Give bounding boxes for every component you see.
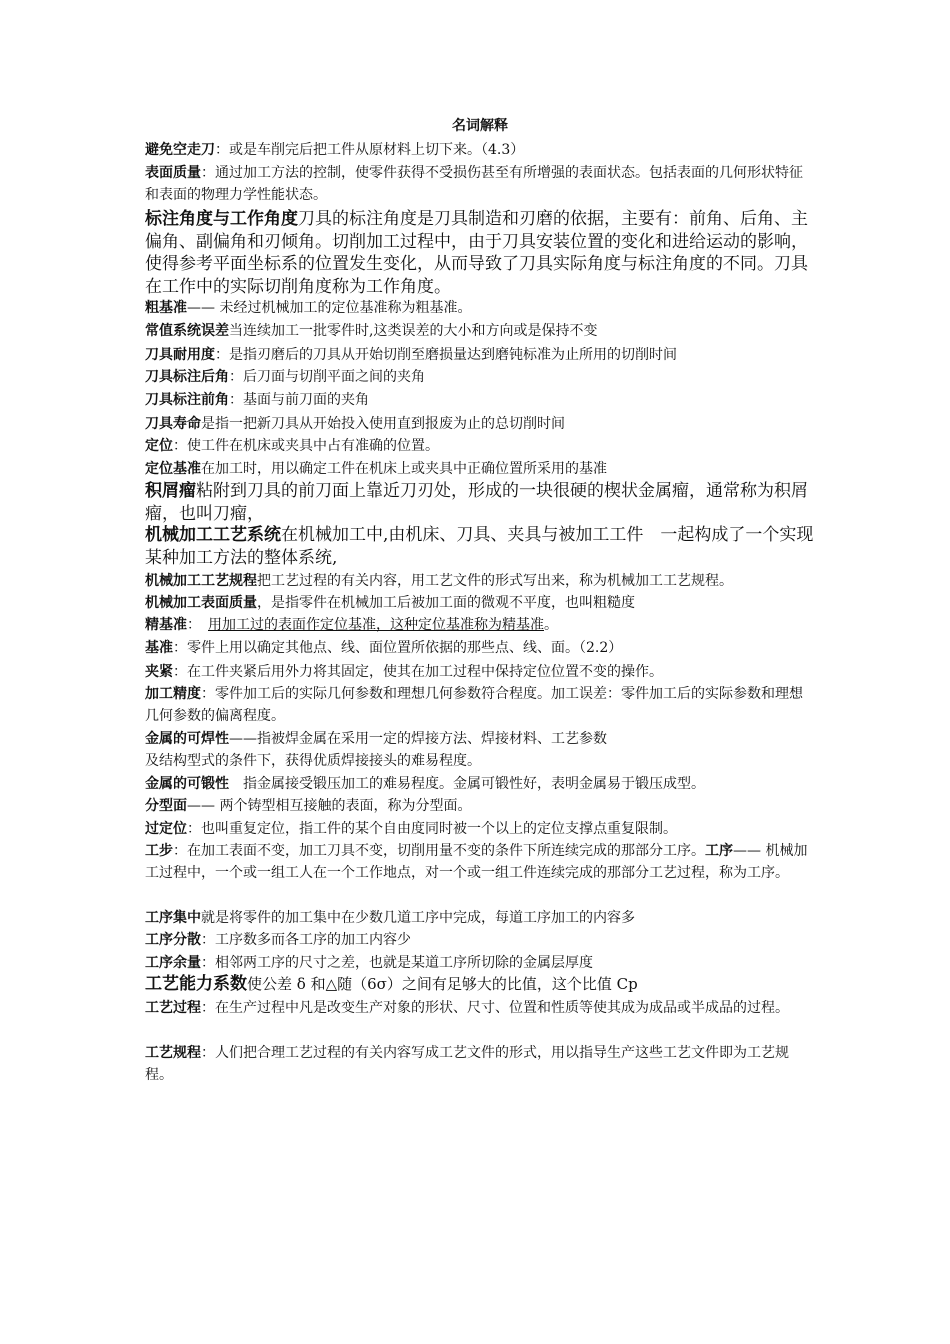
entry-weldability (145, 728, 815, 750)
page-title: 名词解释 (452, 118, 508, 134)
entry-positioning (145, 435, 815, 457)
term: 机械加工工艺系统 (145, 525, 281, 545)
definition: 就是将零件的加工集中在少数几道工序中完成，每道工序加工的内容多 (201, 910, 635, 926)
entry-process-dispersion (145, 929, 815, 951)
entry-datum (145, 637, 815, 659)
definition-prefix: ： (187, 617, 208, 633)
term: 刀具标注后角 (145, 369, 229, 385)
entry-rough-datum (145, 297, 815, 319)
definition: 在机械加工中,由机床、刀具、夹具与被加工工件 一起构成了一个实现某种加工方法的整体系统, (145, 525, 814, 568)
definition: —— 两个铸型相互接触的表面，称为分型面。 (187, 798, 472, 814)
term: 工艺过程 (145, 1000, 201, 1016)
term: 工序余量 (145, 955, 201, 971)
definition: 把工艺过程的有关内容，用工艺文件的形式写出来，称为机械加工工艺规程。 (257, 573, 733, 589)
term: 避免空走刀 (145, 142, 215, 158)
definition: ：在生产过程中凡是改变生产对象的形状、尺寸、位置和性质等使其成为成品或半成品的过程。 (201, 1000, 789, 1016)
term: 工艺规程 (145, 1045, 201, 1061)
term: 夹紧 (145, 664, 173, 680)
entry-machining-accuracy (145, 683, 815, 727)
definition: ：或是车削完后把工件从原材料上切下来。（4.3） (215, 142, 525, 158)
definition: ：是指刃磨后的刀具从开始切削至磨损量达到磨钝标准为止所用的切削时间 (215, 347, 677, 363)
definition-secondary: —— 机械加工过程中，一个或一组工人在一个工作地点，对一个或一组工件连续完成的那部分工艺过程，称为工序。 (145, 843, 808, 881)
entry-process-spec (145, 1042, 815, 1086)
entry-tool-angles (145, 208, 815, 298)
definition: ：零件上用以确定其他点、线、面位置所依据的那些点、线、面。（2.2） (173, 640, 623, 656)
definition: 刀具的标注角度是刀具制造和刃磨的依据，主要有：前角、后角、主偏角、副偏角和刃倾角。切削加工过程中，由于刀具安装位置的变化和进给运动的影响，使得参考平面坐标系的位置发生变化，从而导致了刀具实际角度与标注角度的不同。刀具在工作中的实际切削角度称为工作角度。 (145, 209, 808, 297)
term: 粗基准 (145, 300, 187, 316)
definition: ：工序数多而各工序的加工内容少 (201, 932, 411, 948)
entry-work-step-and-process (145, 840, 815, 884)
definition: ：使工件在机床或夹具中占有准确的位置。 (173, 438, 439, 454)
term: 常值系统误差 (145, 323, 229, 339)
term: 定位基准 (145, 461, 201, 477)
term: 机械加工工艺规程 (145, 573, 257, 589)
entry-built-up-edge (145, 480, 815, 525)
definition: 指金属接受锻压加工的难易程度。金属可锻性好，表明金属易于锻压成型。 (229, 776, 705, 792)
term: 标注角度与工作角度 (145, 209, 298, 229)
entry-forgeability (145, 773, 815, 795)
entry-tool-life (145, 413, 815, 435)
term: 工序集中 (145, 910, 201, 926)
entry-constant-system-error (145, 320, 815, 342)
entry-process-capability (145, 973, 815, 996)
definition: ：基面与前刀面的夹角 (229, 392, 369, 408)
term: 分型面 (145, 798, 187, 814)
definition: 使公差 δ 和△随（6σ）之间有足够大的比值，这个比值 Cp (247, 975, 638, 993)
definition: ：在工件夹紧后用外力将其固定，使其在加工过程中保持定位位置不变的操作。 (173, 664, 663, 680)
definition: 当连续加工一批零件时,这类误差的大小和方向或是保持不变 (229, 323, 598, 339)
term: 机械加工表面质量 (145, 595, 257, 611)
definition: —— 未经过机械加工的定位基准称为粗基准。 (187, 300, 472, 316)
entry-tool-clearance-angle (145, 366, 815, 388)
definition: 是指一把新刀具从开始投入使用直到报废为止的总切削时间 (201, 416, 565, 432)
definition: ——指被焊金属在采用一定的焊接方法、焊接材料、工艺参数 (229, 731, 607, 747)
entry-tool-rake-angle (145, 389, 815, 411)
definition: ，是指零件在机械加工后被加工面的微观不平度，也叫粗糙度 (257, 595, 635, 611)
term: 刀具标注前角 (145, 392, 229, 408)
definition: 粘附到刀具的前刀面上靠近刀刃处，形成的一块很硬的楔状金属瘤，通常称为积屑瘤，也叫刀瘤， (145, 481, 808, 524)
definition: ：也叫重复定位，指工件的某个自由度同时被一个以上的定位支撑点重复限制。 (187, 821, 677, 837)
definition: 及结构型式的条件下，获得优质焊接接头的难易程度。 (145, 753, 481, 769)
definition: ：相邻两工序的尺寸之差，也就是某道工序所切除的金属层厚度 (201, 955, 593, 971)
entry-process-concentration (145, 907, 815, 929)
definition: 在加工时，用以确定工件在机床上或夹具中正确位置所采用的基准 (201, 461, 607, 477)
definition: 用加工过的表面作定位基准，这种定位基准称为精基准 (208, 617, 544, 633)
definition: ：在加工表面不变，加工刀具不变，切削用量不变的条件下所连续完成的那部分工序。 (173, 843, 705, 859)
definition-suffix: 。 (544, 617, 558, 633)
term: 表面质量 (145, 165, 201, 181)
term: 积屑瘤 (145, 481, 196, 501)
term: 工步 (145, 843, 173, 859)
term: 定位 (145, 438, 173, 454)
term: 过定位 (145, 821, 187, 837)
entry-surface-quality (145, 162, 815, 206)
entry-machining-process-spec (145, 570, 815, 592)
term: 工序分散 (145, 932, 201, 948)
term: 工艺能力系数 (145, 974, 247, 994)
term: 精基准 (145, 617, 187, 633)
term: 刀具寿命 (145, 416, 201, 432)
entry-machining-process-system (145, 524, 815, 569)
term: 刀具耐用度 (145, 347, 215, 363)
entry-machined-surface-quality (145, 592, 815, 614)
entry-weldability-continued (145, 750, 815, 772)
entry-fine-datum (145, 614, 815, 636)
definition: ：人们把合理工艺过程的有关内容写成工艺文件的形式，用以指导生产这些工艺文件即为工艺规程。 (145, 1045, 789, 1083)
term: 加工精度 (145, 686, 201, 702)
entry-avoid-idle-cut (145, 139, 815, 161)
entry-positioning-datum (145, 458, 815, 480)
definition: ：通过加工方法的控制，使零件获得不受损伤甚至有所增强的表面状态。包括表面的几何形状特征和表面的物理力学性能状态。 (145, 165, 803, 203)
entry-clamping (145, 661, 815, 683)
term-secondary: 工序 (705, 843, 733, 859)
definition: ：后刀面与切削平面之间的夹角 (229, 369, 425, 385)
definition: ：零件加工后的实际几何参数和理想几何参数符合程度。加工误差：零件加工后的实际参数和理想几何参数的偏离程度。 (145, 686, 803, 724)
entry-process-flow (145, 997, 815, 1019)
entry-tool-durability (145, 344, 815, 366)
entry-process-allowance (145, 952, 815, 974)
entry-over-positioning (145, 818, 815, 840)
entry-parting-surface (145, 795, 815, 817)
term: 金属的可焊性 (145, 731, 229, 747)
term: 基准 (145, 640, 173, 656)
term: 金属的可锻性 (145, 776, 229, 792)
